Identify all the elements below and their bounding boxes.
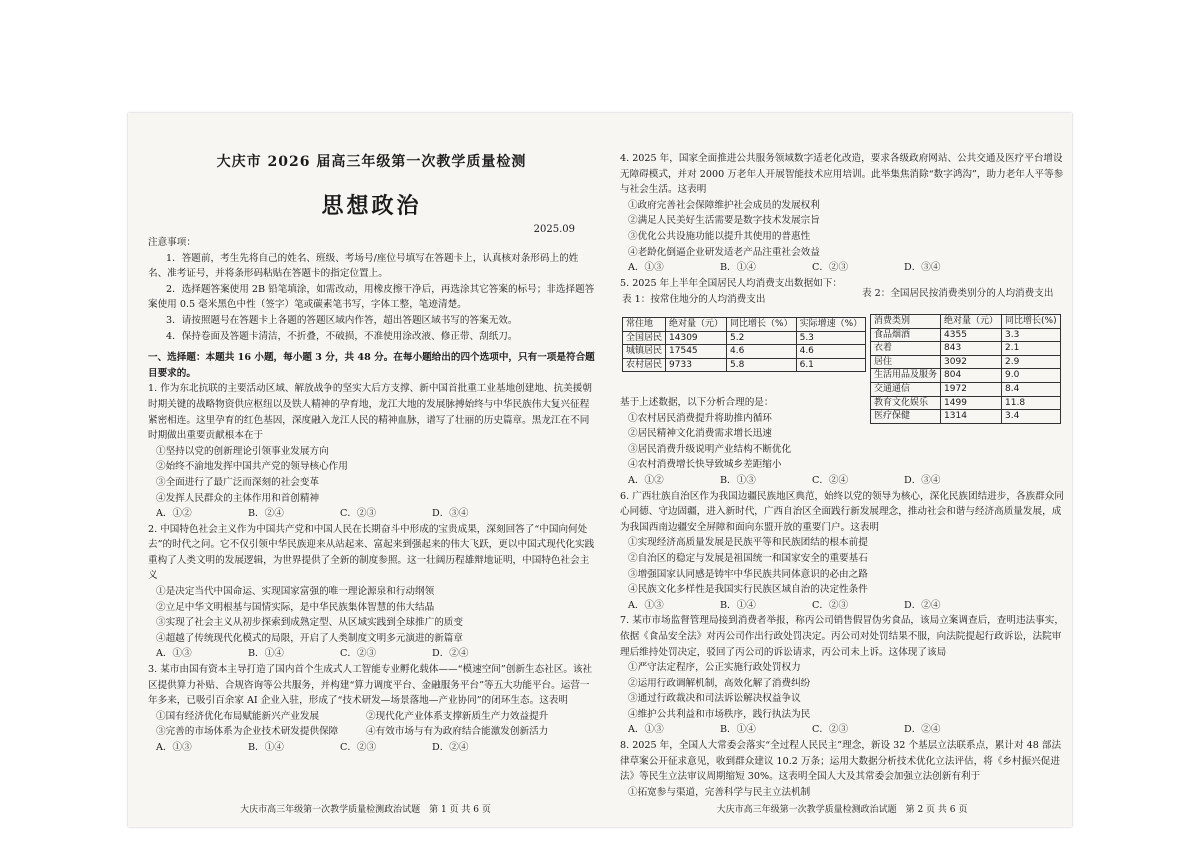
option: ①政府完善社会保障维护社会成员的发展权利	[628, 199, 820, 211]
option: ①拓宽参与渠道，完善科学与民主立法机制	[628, 786, 811, 798]
option: ③全面进行了最广泛而深刻的社会变革	[156, 476, 320, 488]
option: ①是决定当代中国命运、实现国家富强的唯一理论源泉和行动纲领	[156, 586, 435, 598]
answer-choices	[620, 722, 1068, 738]
option: ④民族文化多样性是我国实行民族区域自治的决定性条件	[628, 584, 868, 596]
choice-b: B．①③	[720, 474, 756, 486]
option: ④老龄化倒逼企业研发适老产品注重社会效益	[628, 246, 820, 258]
question-stem: 1. 作为东北抗联的主要活动区域、解放战争的坚实大后方支撑、新中国首批重工业基地创建地、抗美援朝时期关键的战略物资供应枢纽以及铁人精神的孕育地，龙江大地的发展脉搏始终与中华民族伟大复兴征程紧密相连。这里孕育的红色基因，深度融入龙江人民的精神血脉，谱写了壮丽的历史篇章。黑龙江在不同时期做出重要贡献根本在于	[148, 383, 592, 442]
choice-c: C．②③	[340, 508, 377, 520]
table-cell: 3.3	[1002, 328, 1061, 342]
option: ③实现了社会主义从初步探索到成熟定型、从区域实践到全球推广的质变	[156, 617, 463, 629]
table-header: 消费类别	[871, 315, 941, 329]
table-cell: 1314	[941, 410, 1002, 424]
question-stem: 4. 2025 年，国家全面推进公共服务领域数字适老化改造，要求各级政府网站、公共交通及医疗平台增设无障碍模式，并对 2000 万老年人开展智能技术应用培训。此举集焦消除“数字鸿沟”，助力老年人平等参与社会生活。这表明	[620, 153, 1064, 196]
option: ③通过行政裁决和司法诉讼解决权益争议	[628, 693, 801, 705]
choice-a: A．①②	[156, 508, 192, 520]
table-cell: 804	[941, 369, 1002, 383]
table-cell: 教育文化娱乐	[871, 396, 941, 410]
table-cell: 8.4	[1002, 382, 1061, 396]
table-cell: 4.6	[796, 345, 866, 359]
table-cell: 交通通信	[871, 382, 941, 396]
table-row	[623, 345, 866, 359]
page-1	[128, 113, 603, 827]
option: ①严守法定程序，公正实施行政处罚权力	[628, 662, 801, 674]
table-cell: 11.8	[1002, 396, 1061, 410]
choice-c: C．②③	[340, 648, 377, 660]
answer-choices	[620, 598, 1068, 614]
option: ③居民消费升级说明产业结构不断优化	[628, 443, 792, 455]
page-footer: 大庆市高三年级第一次教学质量检测政治试题 第 1 页 共 6 页	[240, 805, 491, 815]
choice-b: B．①④	[248, 648, 284, 660]
table-row	[871, 328, 1061, 342]
table2-title: 表 2：全国居民按消费类别分的人均消费支出	[862, 288, 1054, 299]
table-row	[871, 369, 1061, 383]
notice-item: 4．保持卷面及答题卡清洁，不折叠，不破损，不准使用涂改液、修正带、刮纸刀。	[166, 330, 518, 342]
table-cell: 4.6	[727, 345, 797, 359]
table-header-row	[871, 315, 1061, 329]
question-stem: 2. 中国特色社会主义作为中国共产党和中国人民在长期奋斗中形成的宝贵成果，深刻回答了“中国向何处去”的时代之问。它不仅引领中华民族迎来从站起来、富起来到强起来的伟大飞跃，更以中国式现代化实践重构了人类文明的发展逻辑，为世界提供了全新的制度参照。这一壮阔历程雄辩地证明，中国特色社会主义	[148, 523, 595, 582]
table-cell: 17545	[666, 345, 727, 359]
choice-d: D．②④	[432, 742, 469, 753]
choice-a: A．①②	[628, 474, 664, 486]
table-cell: 生活用品及服务	[871, 369, 941, 383]
choice-a: A．①③	[628, 599, 664, 611]
page-footer: 大庆市高三年级第一次教学质量检测政治试题 第 2 页 共 6 页	[716, 805, 968, 815]
table-cell: 2.1	[1002, 342, 1061, 356]
table-cell: 全国居民	[623, 331, 666, 345]
table-cell: 农村居民	[623, 358, 666, 372]
table-cell: 843	[941, 342, 1002, 356]
notice-heading: 注意事项：	[148, 237, 196, 248]
choice-a: A．①③	[156, 742, 192, 753]
table-row	[871, 342, 1061, 356]
choice-d: D．③④	[904, 474, 941, 486]
choice-d: D．②④	[904, 724, 941, 736]
question-stem: 8. 2025 年，全国人大常委会落实“全过程人民民主”理念，新设 32 个基层立法联系点，累计对 48 部法律草案公开征求意见，收到群众建议 10.2 万条；运用大数据分析技术优化立法评估，将《乡村振兴促进法》等民生立法审议周期缩短 30%。这表明全国人大及其常委会加强立法创新有利于	[620, 740, 1062, 783]
question-stem: 7. 某市市场监督管理局接到消费者举报，称丙公司销售假冒伪劣食品，该局立案调查后，查明违法事实，依据《食品安全法》对丙公司作出行政处罚决定。丙公司对处罚结果不服，向法院提起行政诉讼，法院审理后维持处罚决定，驳回了丙公司的诉讼请求，丙公司未上诉。这体现了该局	[620, 615, 1064, 658]
option: ②自治区的稳定与发展是祖国统一和国家安全的重要基石	[628, 552, 868, 564]
option: ④农村消费增长快导致城乡差距缩小	[628, 459, 782, 471]
table-header: 绝对量（元）	[666, 318, 727, 332]
option: ①实现经济高质量发展是民族平等和民族团结的根本前提	[628, 537, 868, 549]
table-cell: 城镇居民	[623, 345, 666, 359]
option: ③增强国家认同感是铸牢中华民族共同体意识的必由之路	[628, 568, 868, 580]
table-cell: 6.1	[796, 358, 866, 372]
choice-c: C．②③	[812, 599, 849, 611]
table-cell: 食品烟酒	[871, 328, 941, 342]
table-cell: 2.9	[1002, 355, 1061, 369]
table-row	[623, 331, 866, 345]
exam-date: 2025.09	[533, 224, 575, 235]
table-cell: 1972	[941, 382, 1002, 396]
notice-item: 2．选择题答案使用 2B 铅笔填涂，如需改动，用橡皮擦干净后，再选涂其它答案的标号；非选择题答案使用 0.5 毫米黑色中性（签字）笔或碳素笔书写，字体工整，笔迹清楚。	[148, 283, 595, 311]
choice-b: B．①④	[720, 724, 756, 736]
choice-a: A．①③	[628, 262, 664, 274]
option: ①坚持以党的创新理论引领事业发展方向	[156, 445, 329, 457]
table-cell: 5.2	[727, 331, 797, 345]
option: ②现代化产业体系支撑新质生产力效益提升	[366, 710, 549, 722]
option: ②运用行政调解机制，高效化解了消费纠纷	[628, 677, 811, 689]
table-row	[623, 358, 866, 372]
table-header-row	[623, 318, 866, 332]
choice-d: D．③④	[432, 508, 469, 520]
subject-title: 思想政治	[321, 193, 422, 219]
choice-b: B．①④	[720, 599, 756, 611]
question-lead: 基于上述数据，以下分析合理的是：	[620, 397, 774, 408]
option: ②居民精神文化消费需求增长迅速	[628, 428, 772, 440]
question-stem: 5. 2025 年上半年全国居民人均消费支出数据如下：	[620, 277, 842, 289]
choice-c: C．②③	[340, 742, 377, 753]
choice-c: C．②③	[812, 724, 849, 736]
answer-choices	[148, 740, 595, 756]
section-heading: 一、选择题：本题共 16 小题，每小题 3 分，共 48 分。在每小题给出的四个选项中，只有一项是符合题目要求的。	[148, 352, 595, 379]
question-stem: 6. 广西壮族自治区作为我国边疆民族地区典范，始终以党的领导为核心，深化民族团结进步，各族群众同心同德、守边固疆，进入新时代，广西自治区全面践行新发展理念，推动社会和谐与经济高质量发展，成为我国西南边疆安全屏障和面向东盟开放的重要门户。这表明	[620, 490, 1064, 533]
exam-sheet	[128, 113, 1072, 827]
option: ②满足人民美好生活需要是数字技术发展宗旨	[628, 215, 820, 227]
table-consumption-by-residence	[622, 317, 866, 372]
choice-b: B．①④	[720, 262, 756, 274]
choice-a: A．①③	[156, 648, 192, 660]
exam-title: 大庆市 2026 届高三年级第一次教学质量检测	[216, 154, 527, 170]
option: ②始终不渝地发挥中国共产党的领导核心作用	[156, 461, 348, 473]
table-header: 绝对量（元）	[941, 315, 1002, 329]
option: ④发挥人民群众的主体作用和首创精神	[156, 492, 320, 504]
table-cell: 4355	[941, 328, 1002, 342]
option: ③完善的市场体系为企业技术研发提供保障	[156, 726, 339, 738]
table1-title: 表 1：按常住地分的人均消费支出	[622, 294, 766, 305]
table-cell: 9.0	[1002, 369, 1061, 383]
choice-d: D．②④	[432, 648, 469, 660]
choice-d: D．③④	[904, 262, 941, 274]
notice-item: 3．请按照题号在答题卡上各题的答题区域内作答，超出答题区域书写的答案无效。	[166, 314, 518, 326]
answer-choices	[148, 646, 595, 662]
table-header: 同比增长(%)	[1002, 315, 1061, 329]
option: ①农村居民消费提升将助推内循环	[628, 412, 772, 424]
table-cell: 3.4	[1002, 410, 1061, 424]
notice-item: 1．答题前，考生先将自己的姓名、班级、考场号/座位号填写在答题卡上，认真核对条形码上的姓名、准考证号，并将条形码粘贴在答题卡的指定位置上。	[148, 252, 579, 280]
table-cell: 衣着	[871, 342, 941, 356]
choice-d: D．②④	[904, 599, 941, 611]
table-header: 常住地	[623, 318, 666, 332]
table-cell: 9733	[666, 358, 727, 372]
table-cell: 14309	[666, 331, 727, 345]
choice-b: B．①④	[248, 742, 284, 753]
page-2	[612, 113, 1072, 827]
table-cell: 5.8	[727, 358, 797, 372]
choice-b: B．②④	[248, 508, 284, 520]
option: ②立足中华文明根基与国情实际，是中华民族集体智慧的伟大结晶	[156, 601, 435, 613]
option: ④超越了传统现代化模式的局限，开启了人类制度文明多元演进的新篇章	[156, 632, 463, 644]
option: ①国有经济优化布局赋能新兴产业发展	[156, 710, 320, 722]
option: ④有效市场与有为政府结合能激发创新活力	[366, 726, 549, 738]
table-row	[871, 355, 1061, 369]
choice-c: C．②③	[812, 262, 849, 274]
choice-a: A．①③	[628, 724, 664, 736]
option: ③优化公共设施功能以提升其使用的普惠性	[628, 230, 811, 242]
table-cell: 居住	[871, 355, 941, 369]
table-header: 同比增长（%）	[727, 318, 797, 332]
choice-c: C．②④	[812, 474, 849, 486]
answer-choices	[148, 506, 595, 522]
table-header: 实际增速（%）	[796, 318, 866, 332]
answer-choices	[620, 260, 1068, 276]
table-cell: 1499	[941, 396, 1002, 410]
table-cell: 医疗保健	[871, 410, 941, 424]
table-cell: 5.3	[796, 331, 866, 345]
table-cell: 3092	[941, 355, 1002, 369]
question-stem: 3. 某市由国有资本主导打造了国内首个生成式人工智能专业孵化载体——“模速空间”创新生态社区。该社区提供算力补贴、合规咨询等公共服务，并构建“算力调度平台、金融服务平台”等五大功能平台。运营一年多来，已吸引百余家 AI 企业入驻，形成了“技术研发—场景落地—产业协同”的闭环生态。这表明	[148, 664, 593, 707]
answer-choices	[620, 473, 1068, 489]
option: ④维护公共利益和市场秩序，践行执法为民	[628, 708, 811, 720]
